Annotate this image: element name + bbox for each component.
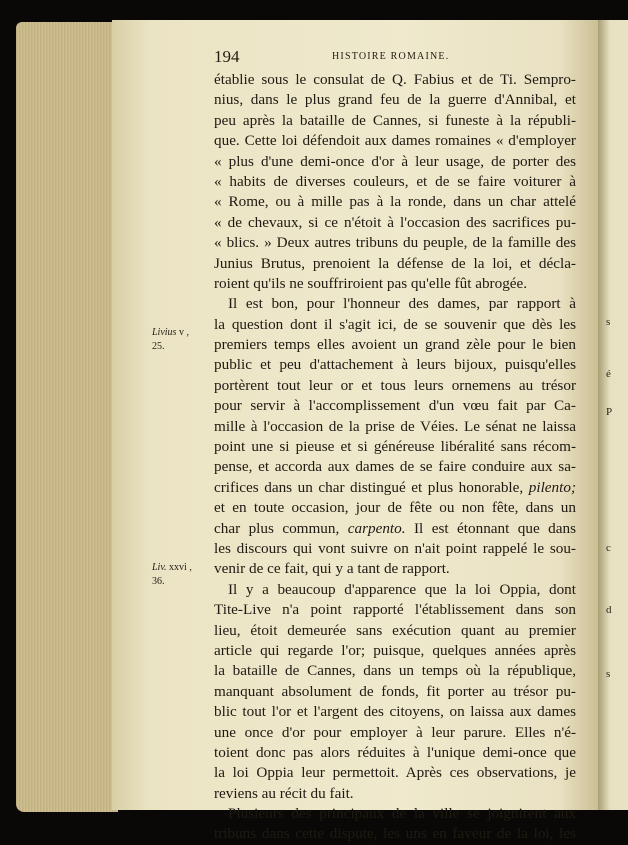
next-page-fragment: c bbox=[606, 542, 611, 554]
margin-line2: 25. bbox=[152, 341, 165, 352]
margin-note-liv bbox=[152, 561, 212, 589]
text-line: premiers temps elles avoient un grand zèle pour le bien bbox=[214, 336, 576, 354]
text-line: la question dont il s'agit ici, de se souvenir que dès les bbox=[214, 315, 576, 333]
text-line: manquant absolument de fonds, fit porter au trésor pu- bbox=[214, 682, 576, 700]
margin-detail: xxvi , bbox=[169, 562, 192, 573]
text-line: que. Cette loi défendoit aux dames romaines « d'employer bbox=[214, 132, 576, 150]
text-line: public et peu d'attachement à leurs bijoux, puisqu'elles bbox=[214, 356, 576, 374]
text-line: nius, dans le plus grand feu de la guerre d'Annibal, et bbox=[214, 91, 576, 109]
text-line: la bataille de Cannes, dans un temps où la république, bbox=[214, 662, 576, 680]
next-page-fragment: s bbox=[606, 668, 611, 680]
next-page-fragment: s bbox=[606, 316, 611, 328]
margin-ref: Livius bbox=[152, 327, 177, 338]
page-edges bbox=[16, 22, 118, 812]
text-line: Il est bon, pour l'honneur des dames, par rapport à bbox=[228, 295, 576, 313]
text-line: « Rome, ou à mille pas à la ronde, dans un char attelé bbox=[214, 193, 576, 211]
text-line: « habits de diverses couleurs, et de se faire voiturer à bbox=[214, 172, 576, 190]
running-head bbox=[214, 47, 574, 65]
text-line: « plus d'une demi-once d'or à leur usage, de porter des bbox=[214, 152, 576, 170]
page-number: 194 bbox=[214, 47, 240, 66]
text-line: Tite-Live n'a point rapporté l'établissement dans son bbox=[214, 601, 576, 619]
margin-detail: v , bbox=[178, 327, 189, 338]
text-line: portèrent tout leur or et tous leurs ornemens au trésor bbox=[214, 376, 576, 394]
text-line bbox=[214, 478, 576, 498]
text-line: Il y a beaucoup d'apparence que la loi Oppia, dont bbox=[228, 580, 576, 598]
text-line: venir de ce fait, qui y a tant de rapport. bbox=[214, 560, 450, 578]
text-line: la loi Oppia leur permettoit. Après ces observations, je bbox=[214, 764, 576, 782]
body-text bbox=[214, 70, 576, 845]
text-line: lieu, étoit demeurée sans exécution quant au premier bbox=[214, 621, 576, 639]
italic-term-pilento: pilento; bbox=[528, 478, 576, 496]
text-line: pour servir à l'accomplissement d'un vœu fait par Ca- bbox=[214, 397, 576, 415]
text-line: « de chevaux, si ce n'étoit à l'occasion des sacrifices pu- bbox=[214, 213, 576, 231]
text-line: blic tout l'or et l'argent des citoyens, on laissa aux dames bbox=[214, 703, 576, 721]
text-line: peu après la bataille de Cannes, si funeste à la républi- bbox=[214, 111, 576, 129]
text-line: et en toute occasion, jour de fête ou non fête, dans un bbox=[214, 499, 576, 517]
next-page-fragment: d bbox=[606, 604, 612, 616]
text-line: point une si pieuse et si généreuse libéralité sans récom- bbox=[214, 438, 576, 456]
text-line: pense, et accorda aux dames de se faire conduire aux sa- bbox=[214, 458, 576, 476]
margin-ref: Liv. bbox=[152, 562, 167, 573]
text-line: « blics. » Deux autres tribuns du peuple, de la famille des bbox=[214, 234, 576, 252]
text-segment: crifices dans un char distingué et plus honorable, bbox=[214, 478, 524, 496]
italic-term-carpento: carpento. bbox=[347, 519, 406, 537]
text-line: les discours qui vont suivre on n'ait point rappelé le sou- bbox=[214, 539, 576, 557]
text-line: Plusieurs des principaux de la ville se joignirent aux bbox=[228, 805, 576, 823]
text-line: article qui regarde l'or; puisque, quelques années après bbox=[214, 641, 576, 659]
text-line: roient qu'ils ne souffriroient pas qu'elle fût abrogée. bbox=[214, 274, 528, 292]
text-line: mille à l'occasion de la prise de Véies. Le sénat ne laissa bbox=[214, 417, 576, 435]
text-line: une once d'or pour employer à leur parure. Elles n'é- bbox=[214, 723, 576, 741]
next-page-fragment: é bbox=[606, 368, 611, 380]
text-line: Junius Brutus, prenoient la défense de la loi, et décla- bbox=[214, 254, 576, 272]
margin-line2: 36. bbox=[152, 576, 165, 587]
text-line: établie sous le consulat de Q. Fabius et de Ti. Sempro- bbox=[214, 71, 576, 88]
next-page-fragment: P bbox=[606, 406, 613, 418]
text-line: tribuns dans cette dispute, les uns en faveur de la loi, les bbox=[214, 825, 576, 843]
text-line: toient donc pas alors réduites à l'unique demi-once que bbox=[214, 743, 576, 761]
text-line bbox=[214, 519, 576, 539]
margin-note-livius bbox=[152, 326, 212, 354]
text-line: reviens au récit du fait. bbox=[214, 784, 354, 802]
text-segment: Il est étonnant que dans bbox=[414, 519, 576, 537]
running-title: HISTOIRE ROMAINE. bbox=[332, 51, 450, 62]
text-segment: char plus commun, bbox=[214, 519, 340, 537]
